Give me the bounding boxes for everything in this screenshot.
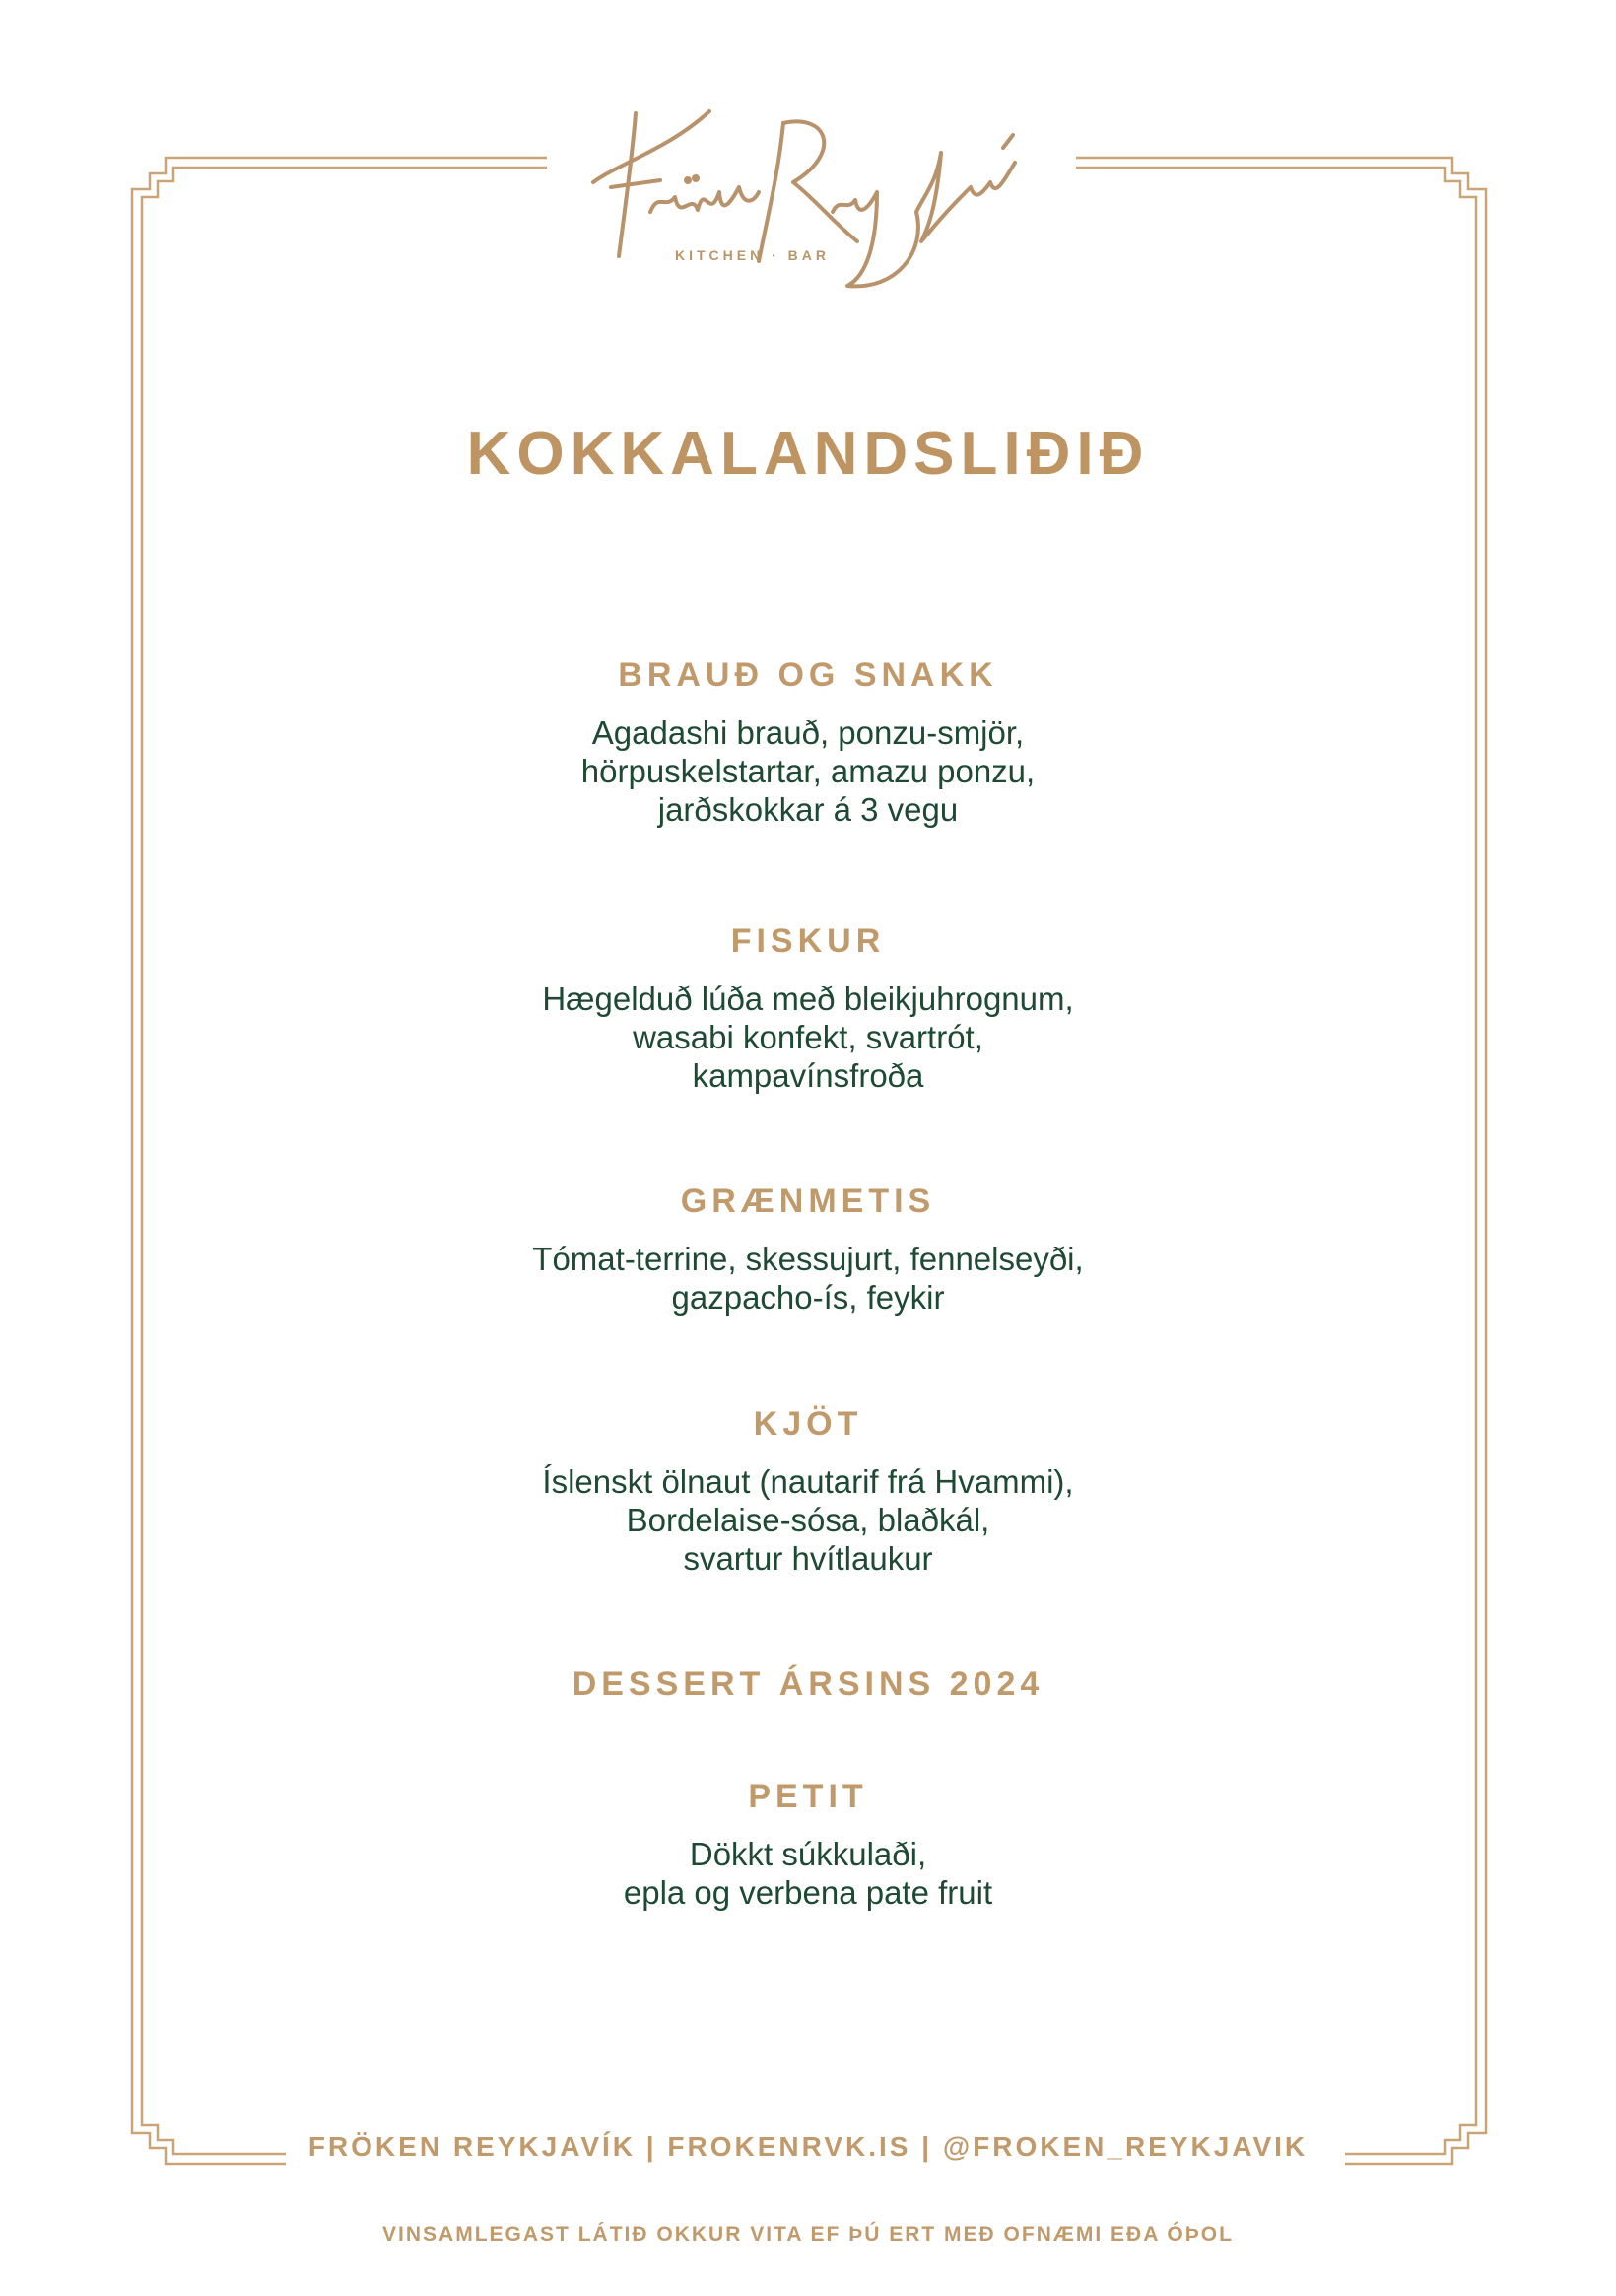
menu-section-fish: [0, 920, 1616, 1095]
logo-subtitle: KITCHEN · BAR: [675, 247, 830, 263]
section-description: Hægelduð lúða með bleikjuhrognum, wasabi konfekt, svartrót, kampavínsfroða: [542, 980, 1074, 1094]
menu-section-bread-snacks: [0, 654, 1616, 829]
section-description: Íslenskt ölnaut (nautarif frá Hvammi), Bordelaise-sósa, blaðkál, svartur hvítlaukur: [542, 1463, 1074, 1577]
section-heading: BRAUÐ OG SNAKK: [618, 656, 998, 694]
section-heading: PETIT: [748, 1778, 868, 1815]
menu-section-meat: [0, 1403, 1616, 1578]
menu-section-petit: [0, 1776, 1616, 1912]
section-description: Tómat-terrine, skessujurt, fennelseyði, gazpacho-ís, feykir: [532, 1241, 1084, 1316]
restaurant-logo: [581, 94, 1035, 301]
section-description: Agadashi brauð, ponzu-smjör, hörpuskelstartar, amazu ponzu, jarðskokkar á 3 vegu: [580, 714, 1036, 828]
allergy-notice: VINSAMLEGAST LÁTIÐ OKKUR VITA EF ÞÚ ERT MEÐ OFNÆMI EÐA ÓÞOL: [382, 2223, 1234, 2246]
section-heading: DESSERT ÁRSINS 2024: [572, 1665, 1044, 1703]
menu-title: KOKKALANDSLIÐIÐ: [466, 420, 1150, 488]
section-heading: KJÖT: [753, 1405, 863, 1443]
menu-section-vegetables: [0, 1181, 1616, 1317]
section-description: Dökkt súkkulaði, epla og verbena pate fruit: [623, 1836, 993, 1911]
section-heading: GRÆNMETIS: [680, 1182, 936, 1220]
footer-contact-line: FRÖKEN REYKJAVÍK | FROKENRVK.IS | @FROKEN_REYKJAVIK: [307, 2131, 1309, 2162]
logo-script-signature: [581, 94, 1035, 301]
section-heading: FISKUR: [730, 922, 886, 960]
menu-section-dessert: [0, 1663, 1616, 1722]
